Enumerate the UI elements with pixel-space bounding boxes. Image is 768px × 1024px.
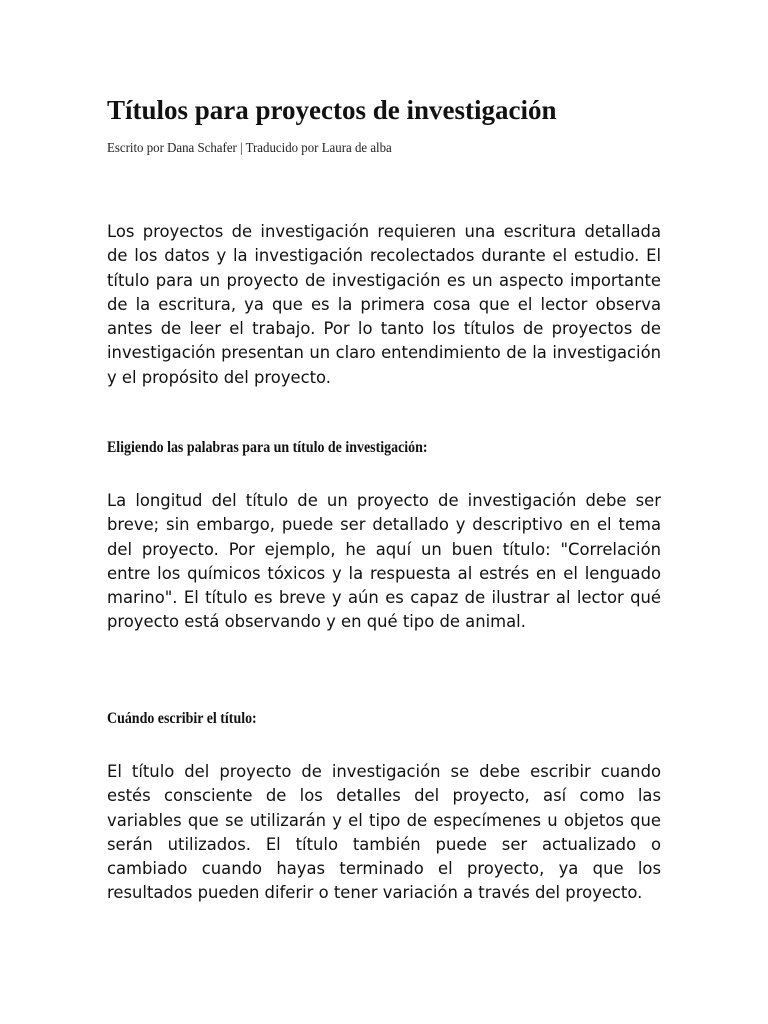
section-heading-when-to-write: Cuándo escribir el título: — [107, 710, 257, 727]
section-heading-choosing-words: Eligiendo las palabras para un título de investigación: — [107, 439, 428, 456]
document-title: Títulos para proyectos de investigación — [107, 95, 557, 125]
author-byline: Escrito por Dana Schafer | Traducido por Laura de alba — [107, 141, 392, 156]
intro-paragraph: Los proyectos de investigación requieren una escritura detallada de los datos y la investigación recolectados durante el estudio. El título para un proyecto de investigación es un aspecto importante de la escritura, ya que es la primera cosa que el lector observa antes de leer el trabajo. Por lo tanto los títulos de proyectos de investigación presentan un claro entendimiento de la investigación y el propósito del proyecto. — [107, 222, 661, 387]
choosing-words-paragraph: La longitud del título de un proyecto de investigación debe ser breve; sin embargo, puede ser detallado y descriptivo en el tema del proyecto. Por ejemplo, he aquí un buen título: "Correlación entre los químicos tóxicos y la respuesta al estrés en el lenguado marino". El título es breve y aún es capaz de ilustrar al lector qué proyecto está observando y en qué tipo de animal. — [107, 491, 661, 632]
when-to-write-paragraph: El título del proyecto de investigación se debe escribir cuando estés consciente de los detalles del proyecto, así como las variables que se utilizarán y el tipo de especímenes u objetos que serán utilizados. El título también puede ser actualizado o cambiado cuando hayas terminado el proyecto, ya que los resultados pueden diferir o tener variación a través del proyecto. — [107, 762, 661, 903]
